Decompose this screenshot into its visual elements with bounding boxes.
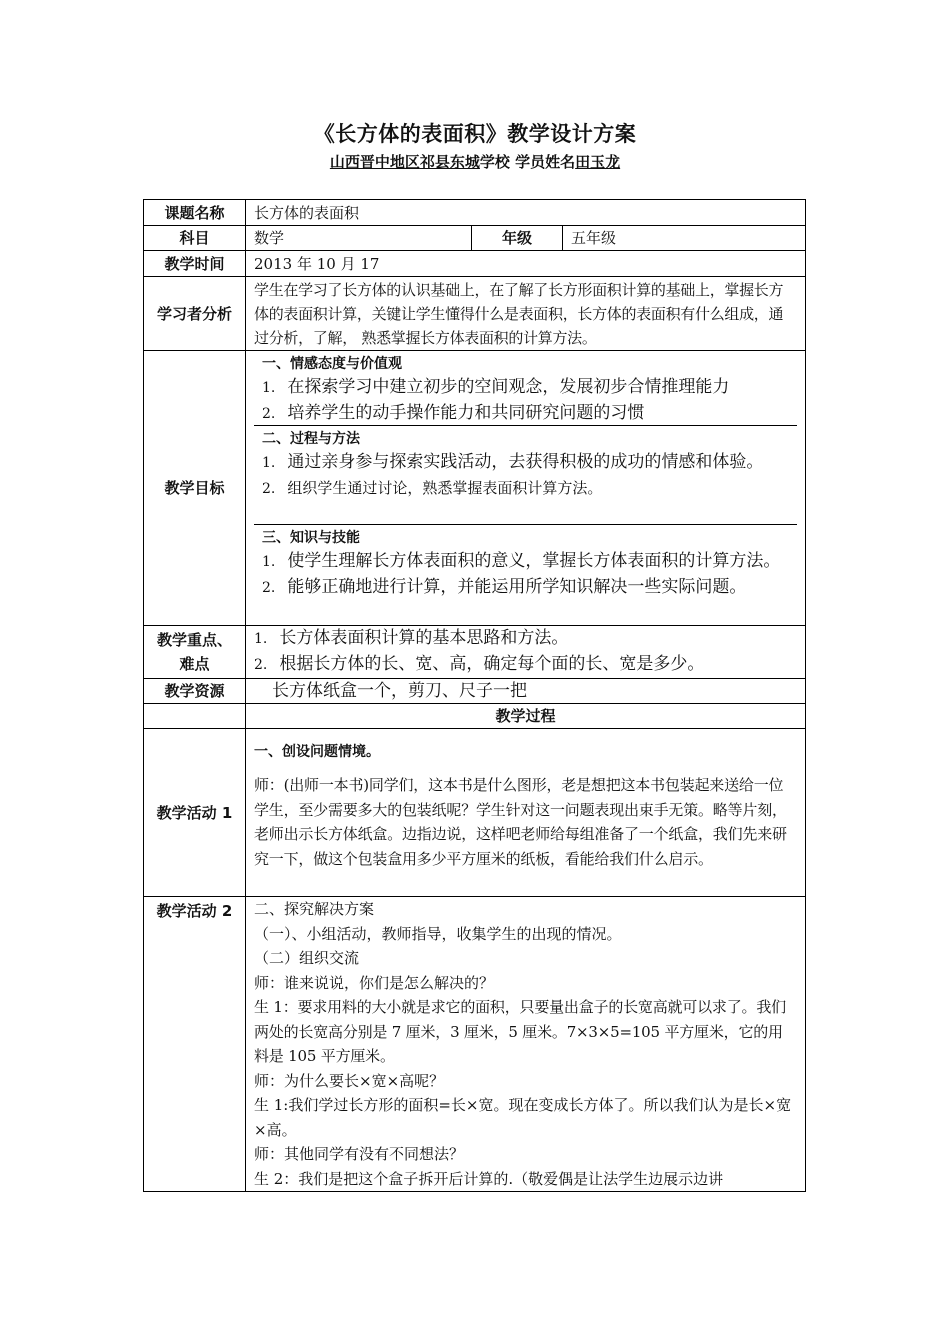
activity-2-line: 生 1:我们学过长方形的面积=长×宽。现在变成长方体了。所以我们认为是长×宽×高。 [254, 1096, 792, 1139]
time-label: 教学时间 [144, 251, 246, 277]
process-header-blank [144, 704, 246, 729]
key-point-1: 1. 长方体表面积计算的基本思路和方法。 [254, 628, 569, 648]
lesson-plan-table [143, 199, 806, 1192]
activity-2-line: 二、探究解决方案 [254, 900, 375, 918]
goal-section-3-item-2: 2. 能够正确地进行计算，并能运用所学知识解决一些实际问题。 [262, 577, 747, 597]
goal-section-2-item-1: 1. 通过亲身参与探索实践活动，去获得积极的成功的情感和体验。 [262, 452, 764, 472]
learner-row [144, 277, 806, 351]
activity-2-line: （二）组织交流 [254, 949, 360, 967]
process-header-row [144, 704, 806, 729]
goal-section-2 [254, 426, 797, 525]
key-point-2: 2. 根据长方体的长、宽、高，确定每个面的长、宽是多少。 [254, 654, 705, 674]
activity-1-text: 师：(出师一本书)同学们，这本书是什么图形，老是想把这本书包装起来送给一位学生，至少需要多大的包装纸呢？学生针对这一问题表现出束手无策。略等片刻，老师出示长方体纸盒。边指边说，这样吧老师给每组准备了一个纸盒，我们先来研究一下，做这个包装盒用多少平方厘米的纸板，看能给我们什么启示。 [254, 776, 787, 868]
activity-1-content [246, 729, 806, 897]
grade-value: 五年级 [563, 226, 806, 251]
subtitle-county: 祁县东城 [419, 153, 480, 171]
subject-label: 科目 [144, 226, 246, 251]
goal-section-2-heading: 二、过程与方法 [262, 431, 360, 447]
goals-label: 教学目标 [144, 351, 246, 626]
resource-row [144, 679, 806, 704]
subtitle-region: 山西晋中地区 [329, 153, 420, 171]
learner-value: 学生在学习了长方体的认识基础上，在了解了长方形面积计算的基础上，掌握长方体的表面积计算，关键让学生懂得什么是表面积，长方体的表面积有什么组成，通过分析，了解， 熟悉掌握长方体表面积的计算方法。 [246, 277, 806, 351]
goal-section-1-item-1: 1. 在探索学习中建立初步的空间观念，发展初步合情推理能力 [262, 377, 730, 397]
topic-value: 长方体的表面积 [246, 200, 806, 226]
activity-2-label: 教学活动 2 [144, 897, 246, 1192]
activity-1-row [144, 729, 806, 897]
activity-2-line: （一）、小组活动，教师指导，收集学生的出现的情况。 [254, 924, 622, 943]
subject-value: 数学 [246, 226, 472, 251]
activity-2-line: 师：谁来说说，你们是怎么解决的？ [254, 973, 495, 992]
subtitle-student-name: 田玉龙 [575, 153, 621, 171]
topic-label: 课题名称 [144, 200, 246, 226]
resource-label: 教学资源 [144, 679, 246, 704]
subject-row [144, 226, 806, 251]
goal-section-1-heading: 一、情感态度与价值观 [262, 356, 402, 372]
time-value: 2013 年 10 月 17 [246, 251, 806, 277]
activity-2-content [246, 897, 806, 1192]
grade-label: 年级 [472, 226, 563, 251]
resource-value: 长方体纸盒一个，剪刀、尺子一把 [246, 679, 806, 704]
document-subtitle [0, 151, 950, 172]
goal-section-3-item-1: 1. 使学生理解长方体表面积的意义，掌握长方体表面积的计算方法。 [262, 551, 781, 571]
activity-1-heading: 一、创设问题情境。 [254, 744, 380, 760]
key-points-row [144, 626, 806, 679]
activity-2-line: 师：为什么要长×宽×高呢？ [254, 1071, 445, 1090]
goals-row [144, 351, 806, 626]
time-row [144, 251, 806, 277]
key-points-content [246, 626, 806, 679]
goal-section-3 [254, 525, 797, 625]
document-title: 《长方体的表面积》教学设计方案 [313, 122, 637, 146]
goals-content [246, 351, 806, 626]
activity-2-row [144, 897, 806, 1192]
learner-label: 学习者分析 [144, 277, 246, 351]
activity-2-line: 生 1：要求用料的大小就是求它的面积，只要量出盒子的长宽高就可以求了。我们两处的长宽高分别是 7 厘米，3 厘米，5 厘米。7×3×5=105 平方厘米，它的用料是 105 平方厘米。 [254, 998, 786, 1065]
key-points-label: 教学重点、难点 [144, 626, 246, 679]
topic-row [144, 200, 806, 226]
subtitle-school-label: 学校 学员姓名 [479, 153, 576, 171]
goal-section-3-heading: 三、知识与技能 [262, 530, 360, 546]
goal-section-1-item-2: 2. 培养学生的动手操作能力和共同研究问题的习惯 [262, 403, 645, 423]
activity-2-line: 师：其他同学有没有不同想法？ [254, 1145, 465, 1163]
activity-1-label: 教学活动 1 [144, 729, 246, 897]
goal-section-2-item-2: 2. 组织学生通过讨论，熟悉掌握表面积计算方法。 [262, 479, 603, 497]
activity-2-line: 生 2：我们是把这个盒子拆开后计算的.（敬爱偶是让法学生边展示边讲 [254, 1169, 724, 1188]
process-header: 教学过程 [246, 704, 806, 729]
goal-section-1 [254, 351, 797, 426]
